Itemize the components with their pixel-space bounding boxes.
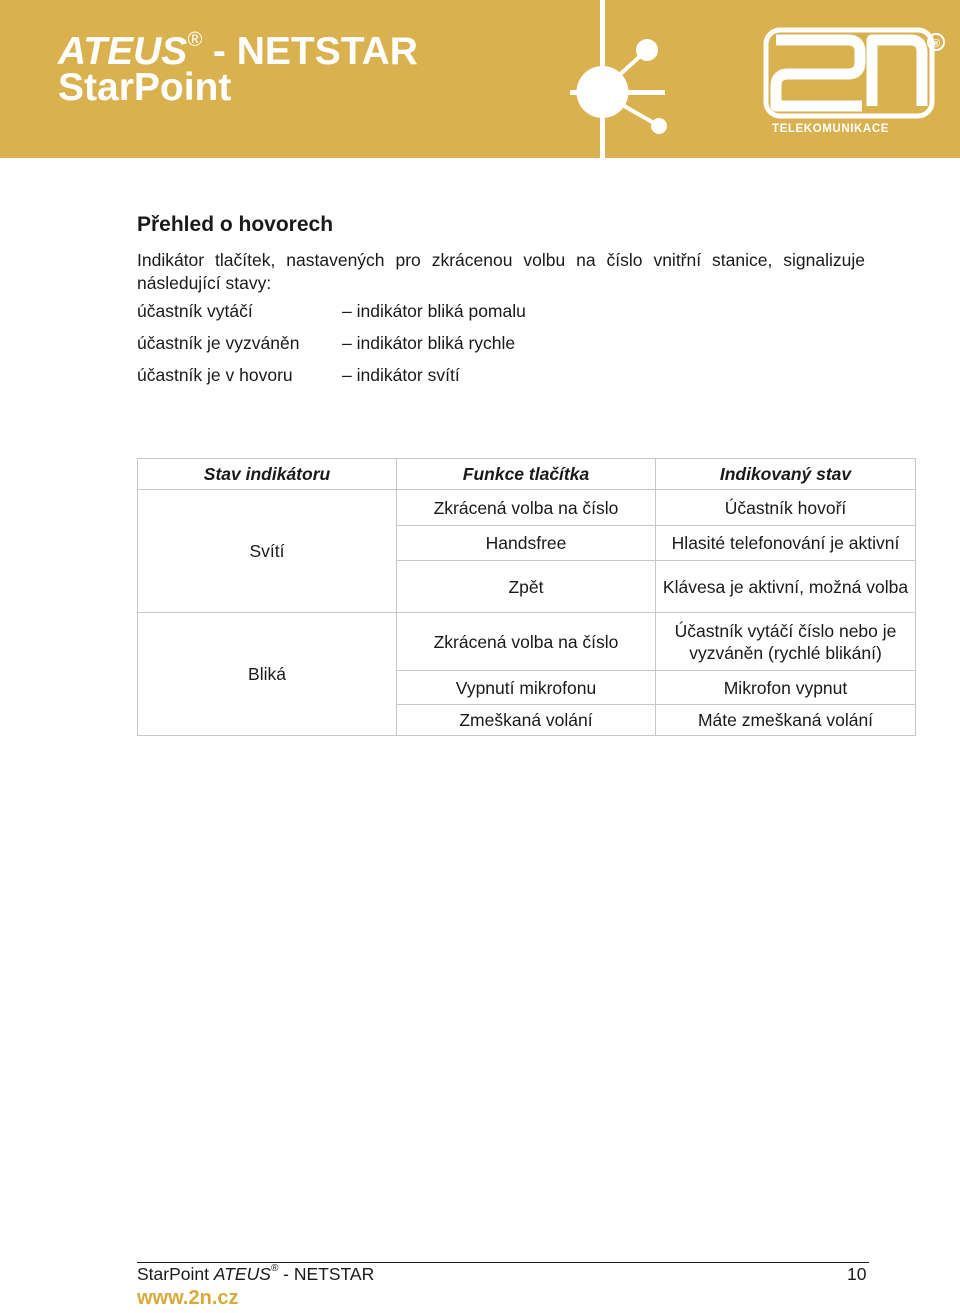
cell-indicated: Klávesa je aktivní, možná volba — [656, 561, 916, 613]
table-header-row — [138, 459, 916, 490]
logo-decoration — [570, 0, 667, 158]
state-description: – indikátor bliká rychle — [342, 333, 516, 353]
logo-wordmark — [776, 40, 922, 106]
header-brand: ATEUS — [58, 30, 188, 73]
header-indicated-state: Indikovaný stav — [656, 459, 916, 490]
cell-indicator-state: Svítí — [138, 490, 397, 613]
section-title: Přehled o hovorech — [137, 213, 334, 236]
state-label: účastník je vyzváněn — [137, 333, 300, 353]
footer-prefix: StarPoint — [137, 1264, 214, 1284]
state-description: – indikátor bliká pomalu — [342, 301, 526, 321]
state-description: – indikátor svítí — [342, 365, 460, 385]
header-subtitle: StarPoint — [58, 66, 232, 109]
cell-function: Zkrácená volba na číslo — [397, 613, 656, 671]
cell-function: Zpět — [397, 561, 656, 613]
cell-indicated: Účastník vytáčí číslo nebo je vyzváněn (rychlé blikání) — [656, 613, 916, 671]
header-button-function: Funkce tlačítka — [397, 459, 656, 490]
indicator-table — [137, 458, 916, 736]
cell-function: Zmeškaná volání — [397, 705, 656, 736]
state-label: účastník vytáčí — [137, 301, 253, 321]
footer-url-link[interactable]: www.2n.cz — [137, 1287, 239, 1309]
header-banner — [0, 0, 960, 158]
cell-indicated: Účastník hovoří — [656, 490, 916, 526]
state-row — [137, 300, 526, 323]
logo-registered-mark: ® — [931, 38, 941, 50]
cell-indicated: Mikrofon vypnut — [656, 671, 916, 705]
cell-indicator-state: Bliká — [138, 613, 397, 736]
footer-brand: ATEUS — [213, 1264, 271, 1284]
header-registered-mark: ® — [187, 29, 203, 51]
footer-product — [137, 1264, 374, 1285]
cell-indicated — [656, 526, 916, 561]
logo-subtitle: TELEKOMUNIKACE — [772, 123, 890, 135]
header-product-suffix: - NETSTAR — [202, 30, 418, 73]
footer-suffix: - NETSTAR — [278, 1264, 375, 1284]
state-label: účastník je v hovoru — [137, 365, 293, 385]
cell-function: Handsfree — [397, 526, 656, 561]
cell-function: Vypnutí mikrofonu — [397, 671, 656, 705]
footer-registered-mark: ® — [270, 1263, 279, 1275]
state-row — [137, 332, 515, 355]
table-row — [138, 613, 916, 671]
2n-logo-icon — [570, 0, 960, 158]
cell-function: Zkrácená volba na číslo — [397, 490, 656, 526]
header-indicator-state: Stav indikátoru — [138, 459, 397, 490]
cell-indicated-text: Hlasité telefonování je aktivní — [671, 533, 900, 553]
footer-divider — [137, 1262, 869, 1263]
table-row — [138, 490, 916, 526]
cell-indicated: Máte zmeškaná volání — [656, 705, 916, 736]
page-number: 10 — [847, 1264, 867, 1284]
state-row — [137, 364, 460, 387]
intro-paragraph: Indikátor tlačítek, nastavených pro zkrácenou volbu na číslo vnitřní stanice, signalizuje následující stavy: — [137, 250, 865, 293]
